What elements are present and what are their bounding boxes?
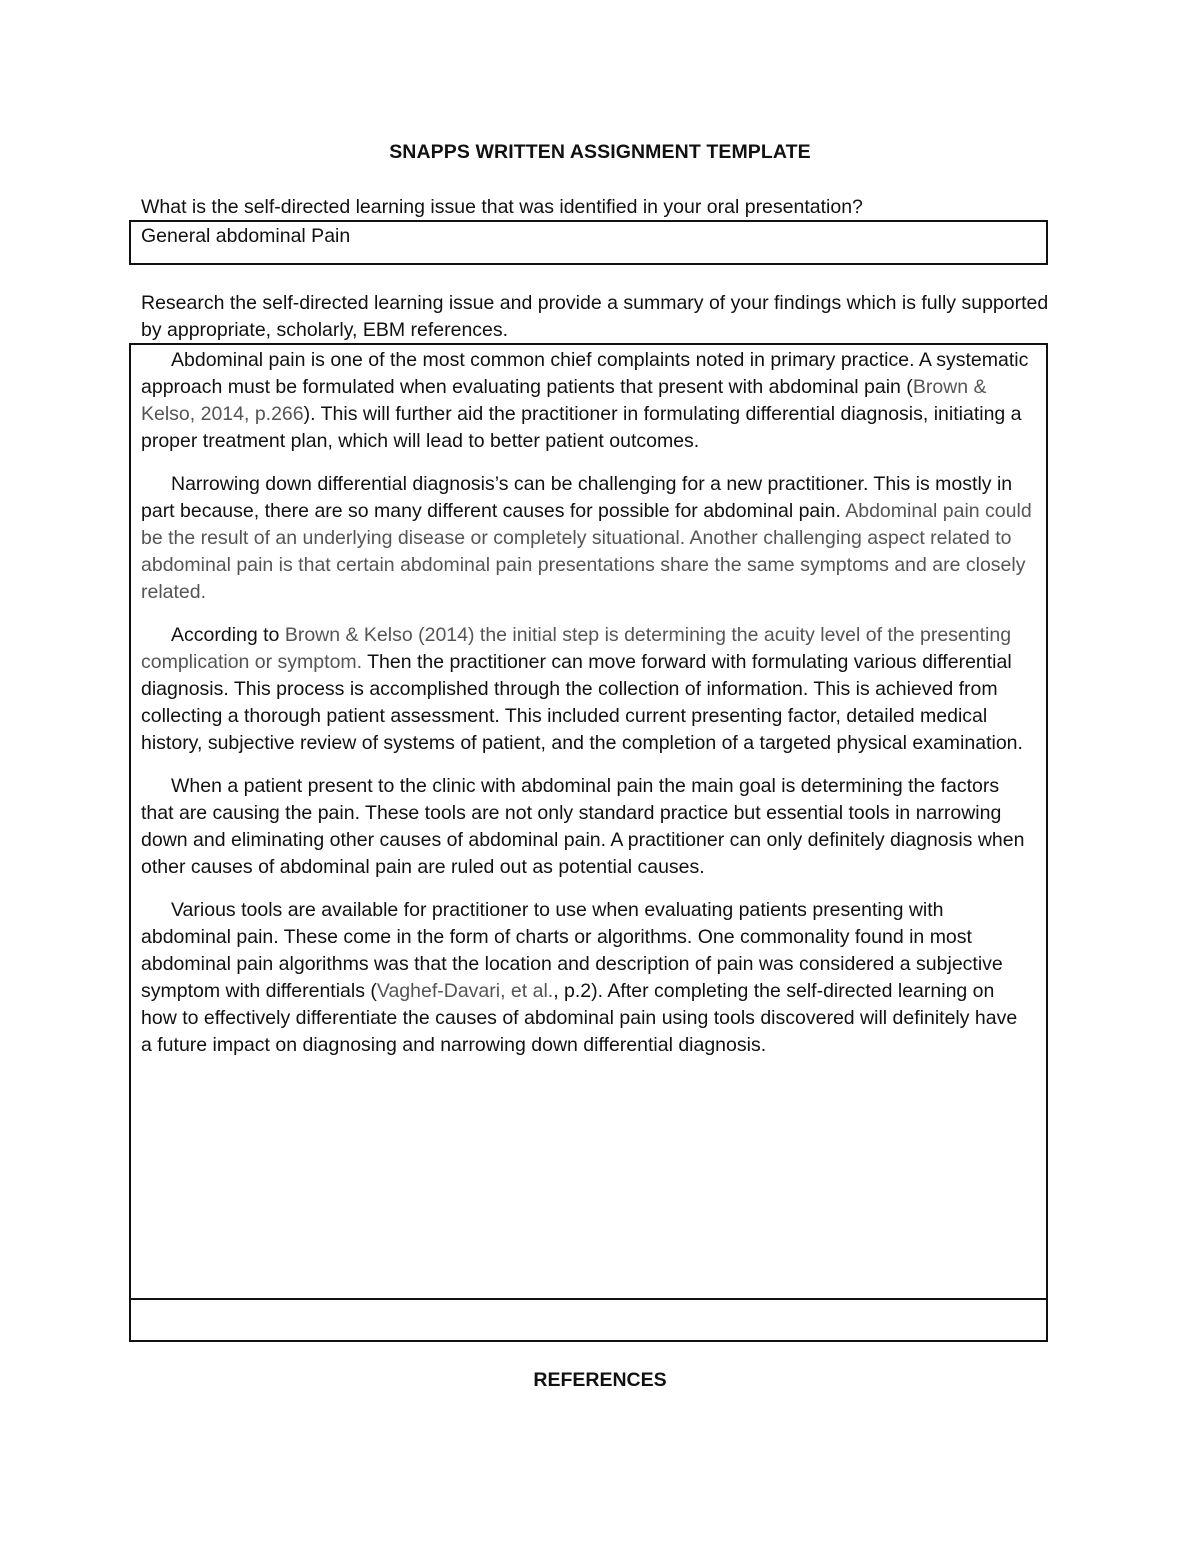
summary-paragraph-3 (141, 622, 1033, 757)
empty-entry-box[interactable] (129, 1298, 1048, 1342)
references-heading: REFERENCES (533, 1369, 667, 1391)
summary-paragraph-4: When a patient present to the clinic with abdominal pain the main goal is determining the factors that are causing the pain. These tools are not only standard practice but essential tools in narrowing down and eliminating other causes of abdominal pain. A practitioner can only definitely diagnosis when other causes of abdominal pain are ruled out as potential causes. (141, 775, 1025, 878)
question-learning-issue: What is the self-directed learning issue that was identified in your oral presentation? (141, 196, 863, 218)
citation: Brown & Kelso, 2014, p.266 (141, 376, 987, 425)
summary-text: , p.2). After completing the self-directed learning on how to effectively differentiate the causes of abdominal pain using tools discovered will definitely have a future impact on diagnosing and narrowing down differential diagnosis. (141, 980, 1018, 1056)
summary-text: Narrowing down differential diagnosis’s can be challenging for a new practitioner. This is mostly in part because, there are so many different causes for possible for abdominal pain. (141, 473, 1013, 522)
research-summary-box[interactable] (129, 343, 1048, 1300)
summary-text: Then the practitioner can move forward with formulating various differential diagnosis. This process is accomplished through the collection of information. This is achieved from collecting a thorough patient assessment. This included current presenting factor, detailed medical history, subjective review of systems of patient, and the completion of a targeted physical examination. (141, 651, 1023, 754)
summary-paragraph-5 (141, 897, 1033, 1059)
summary-paragraph-1 (141, 347, 1033, 455)
question-research-summary: Research the self-directed learning issue and provide a summary of your findings which is fully supported by appropriate, scholarly, EBM references. (141, 292, 1049, 341)
citation: Abdominal pain could be the result of an underlying disease or completely situational. (141, 500, 1032, 549)
summary-text: Abdominal pain is one of the most common chief complaints noted in primary practice. A systematic approach must be formulated when evaluating patients that present with abdominal pain ( (141, 349, 1029, 398)
page-title: SNAPPS WRITTEN ASSIGNMENT TEMPLATE (389, 141, 811, 163)
citation: Brown & Kelso (2014) the initial step is determining the acuity level of the presenting complication or symptom. (141, 624, 1012, 673)
summary-text: Another challenging aspect related to abdominal pain is that certain abdominal pain presentations share the same symptoms and are closely related. (141, 527, 1026, 603)
summary-text: Various tools are available for practitioner to use when evaluating patients presenting with abdominal pain. These come in the form of charts or algorithms. One commonality found in most abdominal pain algorithms was that the location and description of pain was considered a subjective symptom with differentials ( (141, 899, 1003, 1002)
summary-paragraph-2 (141, 471, 1033, 606)
research-summary-text (141, 347, 1033, 1075)
citation: Vaghef-Davari, et al. (376, 980, 554, 1002)
learning-issue-answer: General abdominal Pain (141, 225, 351, 247)
learning-issue-answer-box[interactable] (129, 220, 1048, 265)
summary-text: ). This will further aid the practitioner in formulating differential diagnosis, initiating a proper treatment plan, which will lead to better patient outcomes. (141, 403, 1022, 452)
summary-text: According to (171, 624, 285, 646)
